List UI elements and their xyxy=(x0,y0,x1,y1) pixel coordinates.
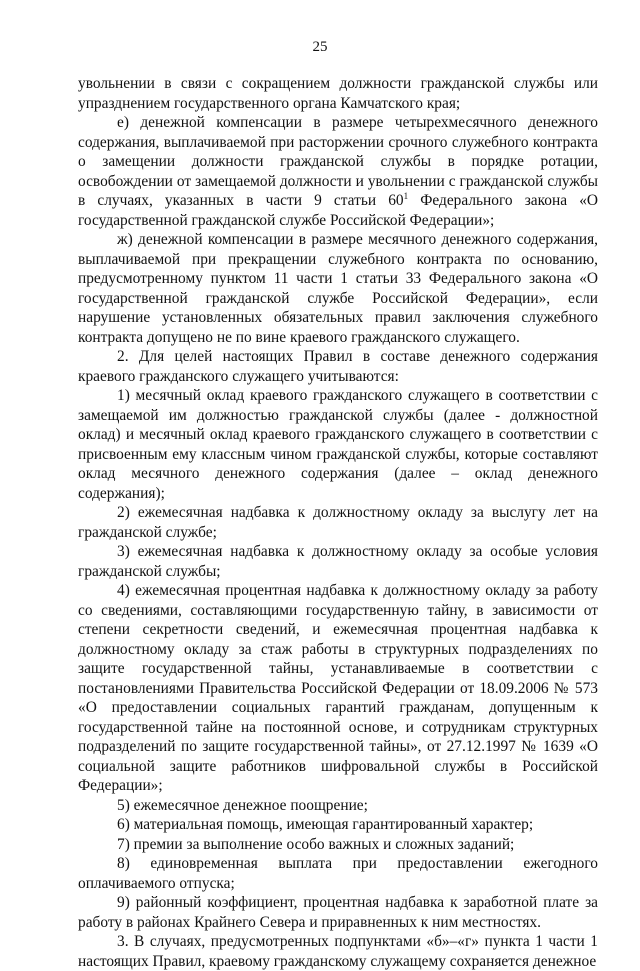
paragraph-section-3: 3. В случаях, предусмотренных подпунктами «б»–«г» пункта 1 части 1 настоящих Правил, краевому гражданскому служащему сохраняется денежное xyxy=(78,933,598,970)
paragraph-item-8: 8) единовременная выплата при предоставлении ежегодного оплачиваемого отпуска; xyxy=(78,855,598,892)
paragraph-item-3: 3) ежемесячная надбавка к должностному окладу за особые условия гражданской службы; xyxy=(78,543,598,580)
paragraph-item-2: 2) ежемесячная надбавка к должностному окладу за выслугу лет на гражданской службе; xyxy=(78,504,598,541)
paragraph-item-7: 7) премии за выполнение особо важных и сложных заданий; xyxy=(117,835,515,853)
paragraph-item-e-text-after: Федерального закона «О государственной гражданской службе Российской Федерации»; xyxy=(78,192,599,229)
paragraph-item-4: 4) ежемесячная процентная надбавка к должностному окладу за работу со сведениями, составляющими государственную тайну, в зависимости от степени секретности сведений, и ежемесячная процентная надбавка к должностному окладу за стаж работы в структурных подразделениях по защите государственной тайны, устанавливаемые в соответствии с постановлениями Правительства Российской Федерации от 18.09.2006 № 573 «О предоставлении социальных гарантий гражданам, допущенным к государственной тайне на постоянной основе, и сотрудникам структурных подразделений по защите государственной тайны», от 27.12.1997 № 1639 «О социальной защите работников шифровальной службы в Российской Федерации»; xyxy=(78,582,598,794)
paragraph-item-9: 9) районный коэффициент, процентная надбавка к заработной плате за работу в районах Крайнего Севера и приравненных к ним местностях. xyxy=(78,894,598,931)
paragraph-item-e xyxy=(78,113,598,230)
document-body xyxy=(78,74,598,971)
paragraph-item-5: 5) ежемесячное денежное поощрение; xyxy=(117,796,368,814)
paragraph-item-e-text: е) денежной компенсации в размере четырехмесячного денежного содержания, выплачиваемой при расторжении срочного служебного контракта о замещении должности гражданской службы в порядке ротации, освобождении от замещаемой должности и увольнении с гражданской службы в случаях, указанных в части 9 статьи 60 xyxy=(78,114,598,209)
paragraph-item-6: 6) материальная помощь, имеющая гарантированный характер; xyxy=(117,816,534,833)
article-superscript: 1 xyxy=(403,191,409,201)
paragraph-section-2: 2. Для целей настоящих Правил в составе денежного содержания краевого гражданского служащего учитываются: xyxy=(78,348,598,385)
page-number: 25 xyxy=(312,39,328,55)
paragraph-dismissal-continuation: увольнении в связи с сокращением должности гражданской службы или упразднением государственного органа Камчатского края; xyxy=(78,75,598,112)
paragraph-item-1: 1) месячный оклад краевого гражданского служащего в соответствии с замещаемой им должностью гражданской службы (далее - должностной оклад) и месячный оклад краевого гражданского служащего в соответствии с присвоенным ему классным чином гражданской службы, которые составляют оклад месячного денежного содержания (далее – оклад денежного содержания); xyxy=(78,387,598,502)
paragraph-item-zh: ж) денежной компенсации в размере месячного денежного содержания, выплачиваемой при прекращении служебного контракта по основанию, предусмотренному пунктом 11 части 1 статьи 33 Федерального закона «О государственной гражданской службе Российской Федерации», если нарушение установленных обязательных правил заключения служебного контракта допущено не по вине краевого гражданского служащего. xyxy=(78,231,598,346)
